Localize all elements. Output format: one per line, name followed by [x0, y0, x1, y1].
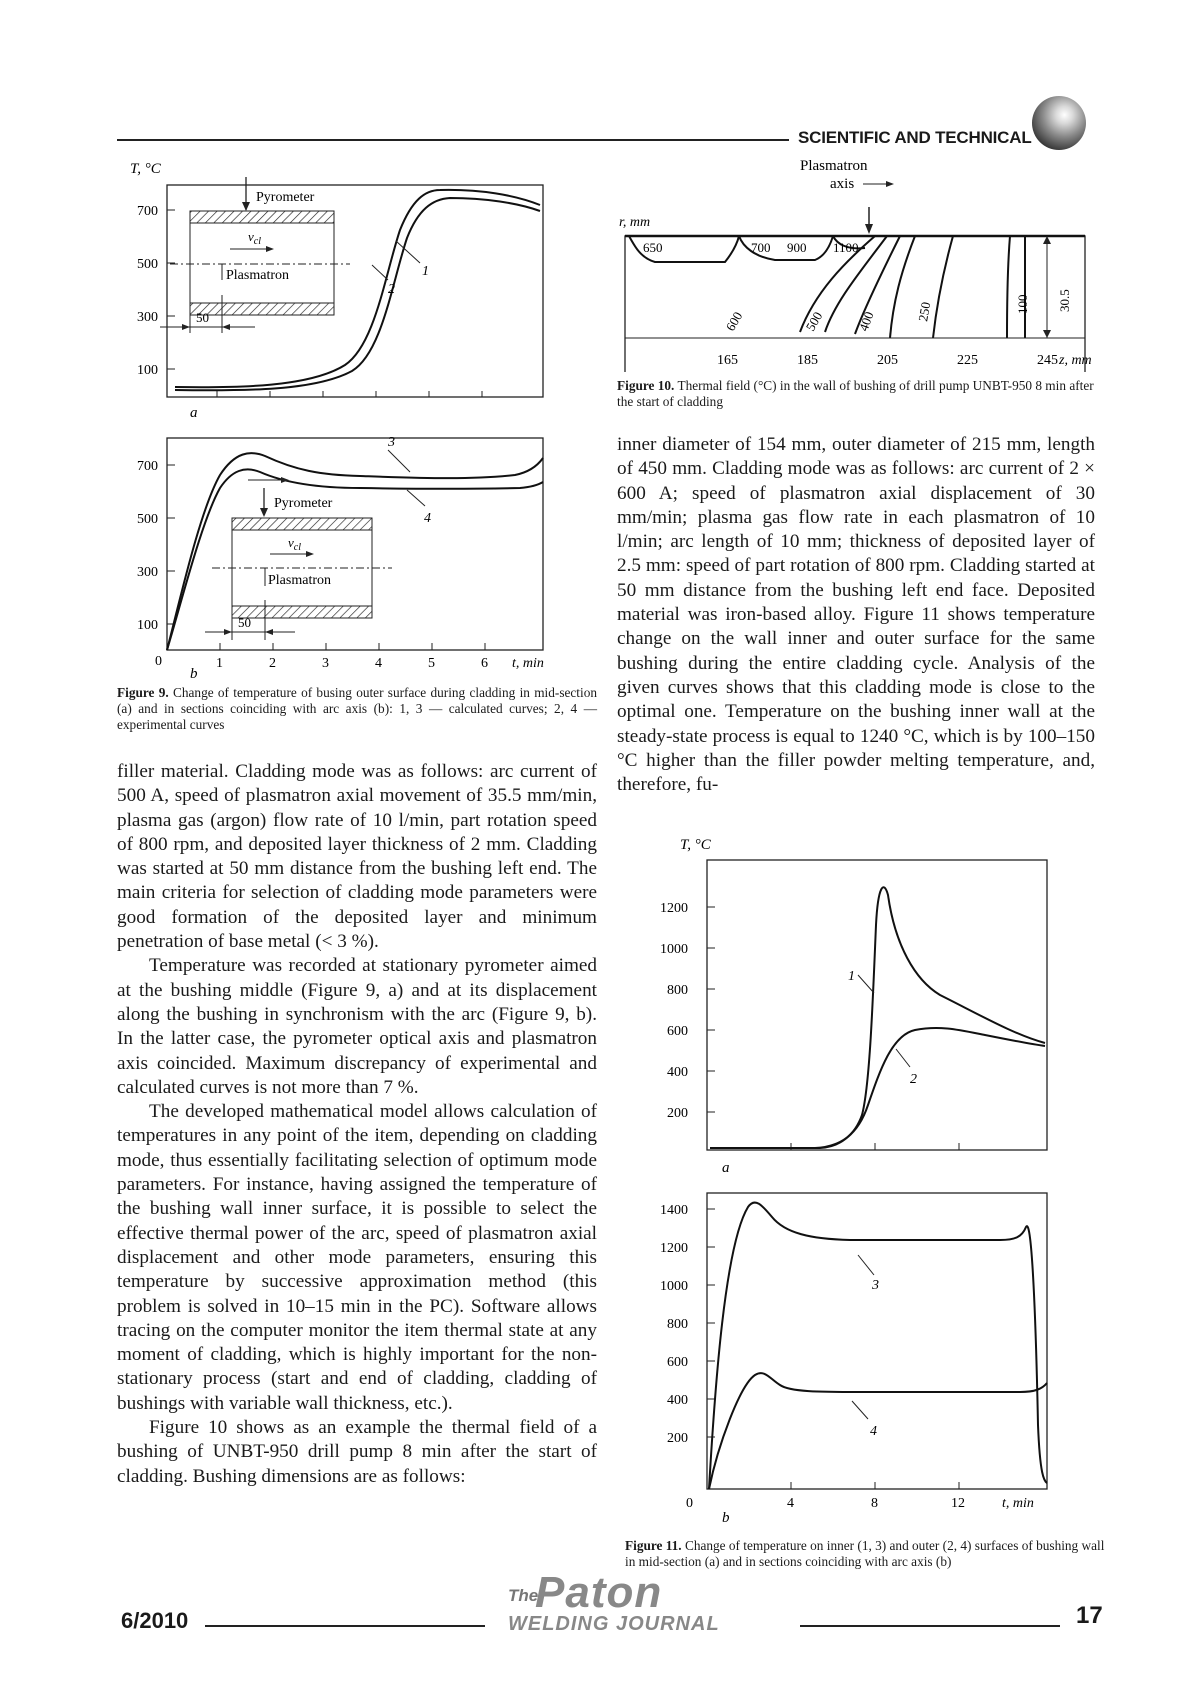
- fig9a-inset-dim: 50: [196, 310, 209, 325]
- fig10-top-label-2: axis: [830, 176, 855, 192]
- fig11b-x-tick: 4: [787, 1496, 794, 1511]
- fig11a-y-axis-label: T, °C: [680, 837, 711, 853]
- fig9a-curve-label-1: 1: [422, 264, 429, 279]
- fig9b-panel-label: b: [190, 666, 198, 680]
- fig9b-x-tick: 6: [481, 656, 488, 671]
- fig10-x-ticks: [717, 353, 1092, 368]
- fig9b-inset-pyrometer: Pyrometer: [274, 496, 333, 511]
- fig11a-curve-label-2: 2: [910, 1072, 917, 1087]
- fig11a-curve-2: [710, 1028, 1045, 1148]
- fig10-isotherm-label: 900: [787, 240, 807, 255]
- fig9b-x-tick: 2: [269, 656, 276, 671]
- fig11a-y-tick: 200: [667, 1106, 688, 1121]
- fig10-x-tick: 185: [797, 353, 818, 368]
- fig10-top-label-1: Plasmatron: [800, 158, 868, 174]
- fig11b-y-tick: 400: [667, 1393, 688, 1408]
- fig11b-plot-frame: [707, 1193, 1047, 1489]
- fig11b-y-tick: 1200: [660, 1241, 688, 1256]
- paragraph: Temperature was recorded at stationary pyrometer aimed at the bushing middle (Figure 9, a) and at its displacement along the bushing in synchronism with the arc (Figure 9, b). In the latter case, the pyrometer optical axis and plasmatron axis coincided. Maximum discrepancy of experimental and calculated curves is not more than 7 %.: [117, 955, 597, 1098]
- fig9a-y-tick: 500: [137, 257, 158, 272]
- fig11b-x-tick: 12: [951, 1496, 965, 1511]
- fig11a-y-tick: 400: [667, 1065, 688, 1080]
- fig9-caption-text: Change of temperature of busing outer surface during cladding in mid-section (a) and in sections coinciding with arc axis (b): 1, 3 — calculated curves; 2, 4 — experimental curves: [117, 685, 597, 732]
- fig10-caption-label: Figure 10.: [617, 378, 675, 393]
- fig11b-y-tick: 600: [667, 1355, 688, 1370]
- figure-9-caption: [117, 685, 597, 733]
- fig10-isotherm-label: 500: [802, 309, 826, 334]
- fig11b-x-axis-label: t, min: [1002, 1496, 1034, 1511]
- fig9b-curve-label-3: 3: [388, 435, 395, 450]
- fig11a-y-tick: 800: [667, 983, 688, 998]
- header-rule: [117, 139, 789, 141]
- fig11a-panel-label: a: [722, 1160, 730, 1176]
- fig11a-y-tick: 1200: [660, 901, 688, 916]
- fig9b-y-tick: 100: [137, 618, 158, 633]
- fig9b-y-tick: 700: [137, 459, 158, 474]
- fig9b-inset-plasmatron: Plasmatron: [268, 573, 331, 588]
- fig10-isotherms: [629, 236, 1025, 338]
- fig9a-panel-label: a: [190, 405, 198, 421]
- footer-rule-right: [800, 1625, 1060, 1627]
- fig11b-curve-4: [709, 1373, 1047, 1489]
- fig11a-curve-label-1: 1: [848, 969, 855, 984]
- fig11a-y-tick: 1000: [660, 942, 688, 957]
- fig11b-y-tick: 200: [667, 1431, 688, 1446]
- fig11b-y-tick: 0: [686, 1496, 693, 1511]
- fig9a-curve-2: [175, 198, 540, 390]
- globe-logo-icon: [1032, 96, 1086, 150]
- figure-9b: [120, 430, 580, 680]
- figure-10: [615, 152, 1095, 372]
- footer-rule-left: [205, 1625, 485, 1627]
- figure-11a: [640, 835, 1060, 1180]
- fig9b-y-tick: 500: [137, 512, 158, 527]
- fig9b-x-ticks: [216, 643, 544, 671]
- fig11a-y-tick: 600: [667, 1024, 688, 1039]
- section-title: SCIENTIFIC AND TECHNICAL: [798, 128, 1032, 147]
- fig11b-y-tick: 1400: [660, 1203, 688, 1218]
- fig9b-inset-dim: 50: [238, 615, 251, 630]
- paragraph: filler material. Cladding mode was as follows: arc current of 500 A, speed of plasmatron axial movement of 35.5 mm/min, plasma gas (argon) flow rate of 10 l/min, part rotation speed of 800 rpm, and deposited layer thickness of 2 mm. Cladding was started at 50 mm distance from the bushing left end. The main criteria for selection of cladding mode parameters were good formation of the deposited layer and minimum penetration of base metal (< 3 %).: [117, 761, 597, 953]
- fig11a-curve-1: [710, 887, 1045, 1148]
- fig9a-curve-label-2: 2: [388, 282, 395, 297]
- fig9a-y-tick: 300: [137, 310, 158, 325]
- fig11b-curve-3: [709, 1202, 1047, 1489]
- journal-logo-sub: WELDING JOURNAL: [508, 1613, 720, 1635]
- fig9b-x-tick: 3: [322, 656, 329, 671]
- figure-11-caption: [625, 1538, 1105, 1570]
- fig10-x-tick: 205: [877, 353, 898, 368]
- fig11-caption-label: Figure 11.: [625, 1538, 682, 1553]
- fig10-x-tick: 165: [717, 353, 738, 368]
- fig10-isotherm-label: 1100: [833, 240, 859, 255]
- fig9a-inset-vcl: $v_{cl}$: [248, 229, 261, 247]
- fig11b-curve-label-4: 4: [870, 1424, 877, 1439]
- fig9-caption-label: Figure 9.: [117, 685, 169, 700]
- fig9b-curve-label-4: 4: [424, 511, 431, 526]
- figure-11b: [640, 1185, 1080, 1525]
- figure-9a: [120, 155, 560, 425]
- fig9a-x-ticks: [217, 391, 482, 397]
- fig11b-y-tick: 1000: [660, 1279, 688, 1294]
- fig10-x-tick: 225: [957, 353, 978, 368]
- issue-number: 6/2010: [121, 1608, 189, 1633]
- fig9a-y-tick: 700: [137, 204, 158, 219]
- fig9a-y-axis-label: T, °C: [130, 161, 161, 177]
- fig11b-x-ticks: [787, 1482, 1034, 1511]
- fig9a-inset-plasmatron: Plasmatron: [226, 268, 289, 283]
- fig10-y-axis-label: r, mm: [619, 215, 651, 230]
- fig9a-inset-schematic: [160, 177, 350, 333]
- fig10-dim-label: 30.5: [1057, 289, 1072, 312]
- fig9b-x-tick: 1: [216, 656, 223, 671]
- fig11b-x-tick: 8: [871, 1496, 878, 1511]
- fig9b-curve-4: [167, 469, 543, 650]
- fig9b-x-tick: 5: [428, 656, 435, 671]
- fig10-isotherm-label: 700: [751, 240, 771, 255]
- fig10-x-axis-label: z, mm: [1059, 353, 1092, 368]
- fig9b-y-tick: 0: [155, 654, 162, 669]
- fig11b-curve-label-3: 3: [872, 1278, 879, 1293]
- fig10-isotherm-label: 600: [722, 309, 746, 334]
- fig9b-y-tick: 300: [137, 565, 158, 580]
- paragraph: Figure 10 shows as an example the thermal field of a bushing of UNBT-950 drill pump 8 min after the start of cladding. Bushing dimensions are as follows:: [117, 1417, 597, 1487]
- fig10-isotherm-label: 400: [855, 309, 877, 334]
- journal-logo-the: The: [508, 1586, 539, 1605]
- figure-10-caption: [617, 378, 1095, 410]
- fig9a-inset-pyrometer: Pyrometer: [256, 190, 315, 205]
- right-column-text: inner diameter of 154 mm, outer diameter of 215 mm, length of 450 mm. Cladding mode was as follows: arc current of 2 × 600 A; speed of plasmatron axial displacement of 30 mm/min; plasma gas flow rate in each plasmatron of 10 l/min; arc length of 10 mm; thickness of deposited layer of 2.5 mm: speed of part rotation of 800 rpm. Cladding started at 50 mm distance from the bushing left end face. Deposited material was iron-based alloy. Figure 11 shows temperature change on the wall inner and outer surface for the same bushing during the entire cladding cycle. Analysis of the given curves shows that this cladding mode is close to the optimal one. Temperature on the bushing inner wall at the steady-state process is equal to 1240 °C, which is by 100–150 °C higher than the filler powder melting temperature, and, therefore, fu-: [617, 434, 1095, 796]
- fig11-caption-text: Change of temperature on inner (1, 3) and outer (2, 4) surfaces of bushing wall in mid-section (a) and in sections coinciding with arc axis (b): [625, 1538, 1105, 1569]
- fig10-isotherm-label: 650: [643, 240, 663, 255]
- fig10-x-tick: 245: [1037, 353, 1058, 368]
- page-number: 17: [1076, 1602, 1103, 1629]
- paragraph: The developed mathematical model allows calculation of temperatures in any point of the item, depending on cladding mode, thus essentially facilitating selection of optimum mode parameters. For instance, having assigned the temperature of the bushing wall inner surface, it is possible to select the effective thermal power of the arc, speed of plasmatron axial displacement and other mode parameters, ensuring this temperature by successive approximation method (this problem is solved in 10–15 min in the PC). Software allows tracing on the computer monitor the item thermal state at any moment of cladding, which is highly important for the non-stationary process (start and end of cladding, cladding of bushings with variable wall thickness, etc.).: [117, 1101, 597, 1414]
- fig9b-x-axis-label: t, min: [512, 656, 544, 671]
- fig9a-y-ticks: [137, 204, 175, 378]
- fig9b-inset-schematic: [205, 477, 392, 640]
- fig9b-inset-vcl: $v_{cl}$: [288, 535, 301, 553]
- fig9b-x-tick: 4: [375, 656, 382, 671]
- fig10-isotherm-label: 250: [915, 300, 934, 323]
- fig10-caption-text: Thermal field (°C) in the wall of bushing of drill pump UNBT-950 8 min after the start of cladding: [617, 378, 1094, 409]
- fig10-isotherm-label: 100: [1015, 294, 1030, 314]
- fig9a-y-tick: 100: [137, 363, 158, 378]
- fig11b-panel-label: b: [722, 1510, 730, 1525]
- left-column-text: [117, 760, 597, 1489]
- fig11b-y-tick: 800: [667, 1317, 688, 1332]
- journal-logo-main: Paton: [535, 1568, 663, 1617]
